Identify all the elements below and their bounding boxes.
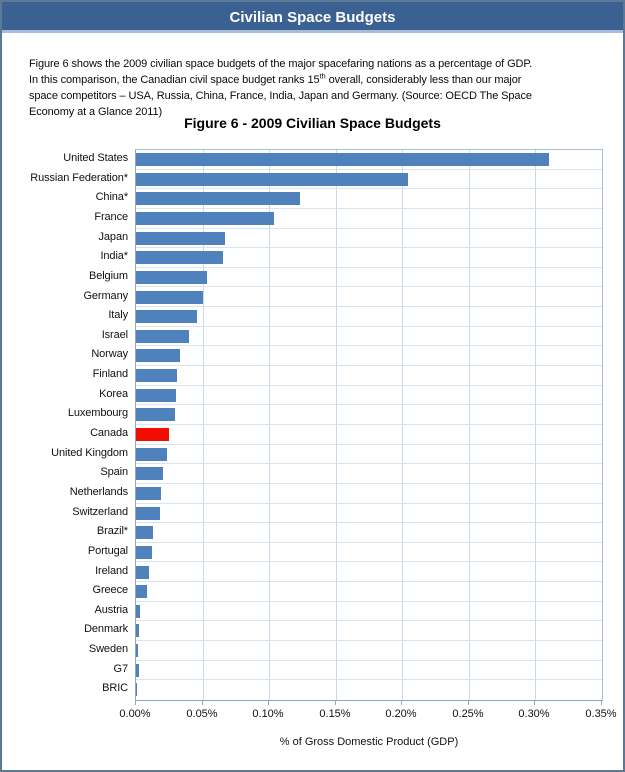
bar-row xyxy=(136,563,602,583)
intro-line-4: Economy at a Glance 2011) xyxy=(29,106,163,118)
bar xyxy=(136,153,549,166)
bar-row xyxy=(136,229,602,249)
bar-chart xyxy=(2,149,623,769)
bar xyxy=(136,232,225,245)
category-label: Netherlands xyxy=(69,485,128,498)
x-axis-tick xyxy=(401,701,402,705)
figure-title: Figure 6 - 2009 Civilian Space Budgets xyxy=(184,115,441,131)
bar-row xyxy=(136,641,602,661)
bar xyxy=(136,251,223,264)
category-label: Ireland xyxy=(95,564,128,577)
bar xyxy=(136,389,176,402)
intro-line-1: Figure 6 shows the 2009 civilian space budgets of the major spacefaring nations as a percentage of GDP. xyxy=(29,58,533,70)
category-label: BRIC xyxy=(102,682,128,695)
bar-row xyxy=(136,680,602,700)
bar xyxy=(136,330,189,343)
bar-row xyxy=(136,189,602,209)
x-tick-label: 0.30% xyxy=(518,708,550,720)
bar-row xyxy=(136,150,602,170)
category-labels xyxy=(2,149,128,701)
bar xyxy=(136,349,180,362)
intro-line-2 xyxy=(29,72,614,88)
bar xyxy=(136,173,408,186)
category-label: India* xyxy=(100,250,128,263)
x-tick-label: 0.20% xyxy=(385,708,417,720)
bar xyxy=(136,664,139,677)
bar xyxy=(136,526,153,539)
bar xyxy=(136,546,152,559)
bar-row xyxy=(136,504,602,524)
category-label: Denmark xyxy=(84,623,128,636)
x-tick-label: 0.25% xyxy=(452,708,484,720)
category-label: Finland xyxy=(92,368,128,381)
bar-row xyxy=(136,307,602,327)
bar-row xyxy=(136,170,602,190)
bar-row xyxy=(136,661,602,681)
category-label: Belgium xyxy=(88,269,128,282)
plot-area xyxy=(135,149,603,701)
bar xyxy=(136,507,160,520)
category-label: Spain xyxy=(100,466,128,479)
bar xyxy=(136,585,147,598)
bar-row xyxy=(136,366,602,386)
intro-paragraph xyxy=(29,56,614,120)
bar xyxy=(136,683,137,696)
bar xyxy=(136,291,203,304)
bar xyxy=(136,310,197,323)
bar xyxy=(136,566,149,579)
bar xyxy=(136,467,163,480)
bar-row xyxy=(136,288,602,308)
intro-line-2-text: In this comparison, the Canadian civil space budget ranks 15 xyxy=(29,74,320,86)
category-label: Canada xyxy=(90,427,128,439)
bar-row xyxy=(136,386,602,406)
category-label: Switzerland xyxy=(72,505,128,518)
x-tick-label: 0.35% xyxy=(585,708,617,720)
category-label: Sweden xyxy=(88,643,128,656)
category-label: Korea xyxy=(99,387,128,400)
intro-line-2-tail: overall, considerably less than our major xyxy=(325,74,522,86)
x-axis-tick xyxy=(468,701,469,705)
bar-row xyxy=(136,602,602,622)
header-bar xyxy=(2,2,623,33)
bar-row xyxy=(136,621,602,641)
x-tick-label: 0.05% xyxy=(186,708,218,720)
category-label: Russian Federation* xyxy=(30,171,128,184)
bar-row xyxy=(136,405,602,425)
category-label: Germany xyxy=(83,289,128,302)
x-axis-tick xyxy=(534,701,535,705)
category-label: Luxembourg xyxy=(67,407,128,420)
category-label: Israel xyxy=(101,328,128,341)
bar-row xyxy=(136,346,602,366)
bar xyxy=(136,448,167,461)
highlighted-bar xyxy=(136,428,169,441)
bar-row xyxy=(136,268,602,288)
category-label: Japan xyxy=(98,230,128,243)
ordinal-superscript: th xyxy=(319,71,326,81)
bar-row xyxy=(136,484,602,504)
x-tick-label: 0.10% xyxy=(252,708,284,720)
category-label: G7 xyxy=(113,662,128,675)
category-label: France xyxy=(94,210,128,223)
x-axis-tick xyxy=(202,701,203,705)
bar-row xyxy=(136,523,602,543)
category-label: United Kingdom xyxy=(51,446,128,459)
bar-row xyxy=(136,445,602,465)
bar xyxy=(136,271,207,284)
category-label: Norway xyxy=(91,348,128,361)
x-axis-title: % of Gross Domestic Product (GDP) xyxy=(279,736,459,748)
x-axis-tick xyxy=(601,701,602,705)
category-label: United States xyxy=(63,152,128,164)
bar-row xyxy=(136,248,602,268)
bar xyxy=(136,605,140,618)
x-tick-label: 0.15% xyxy=(319,708,351,720)
intro-line-3: space competitors – USA, Russia, China, France, India, Japan and Germany. (Source: OECD The Space xyxy=(29,90,532,102)
bar xyxy=(136,369,177,382)
category-label: Brazil* xyxy=(96,525,128,538)
bar-row xyxy=(136,425,602,445)
bar xyxy=(136,212,274,225)
bar-row xyxy=(136,464,602,484)
bar xyxy=(136,624,139,637)
category-label: Portugal xyxy=(87,544,128,557)
bar-row xyxy=(136,582,602,602)
x-tick-label: 0.00% xyxy=(119,708,151,720)
category-label: Greece xyxy=(92,584,128,597)
bar xyxy=(136,487,161,500)
x-axis-tick xyxy=(335,701,336,705)
bar xyxy=(136,644,138,657)
bar xyxy=(136,192,300,205)
category-label: Italy xyxy=(108,309,128,322)
category-label: Austria xyxy=(94,603,128,616)
bar-row xyxy=(136,209,602,229)
x-axis-tick xyxy=(268,701,269,705)
bar xyxy=(136,408,175,421)
x-axis-tick xyxy=(135,701,136,705)
page-title: Civilian Space Budgets xyxy=(229,9,396,26)
bar-row xyxy=(136,327,602,347)
category-label: China* xyxy=(95,191,128,204)
bar-row xyxy=(136,543,602,563)
